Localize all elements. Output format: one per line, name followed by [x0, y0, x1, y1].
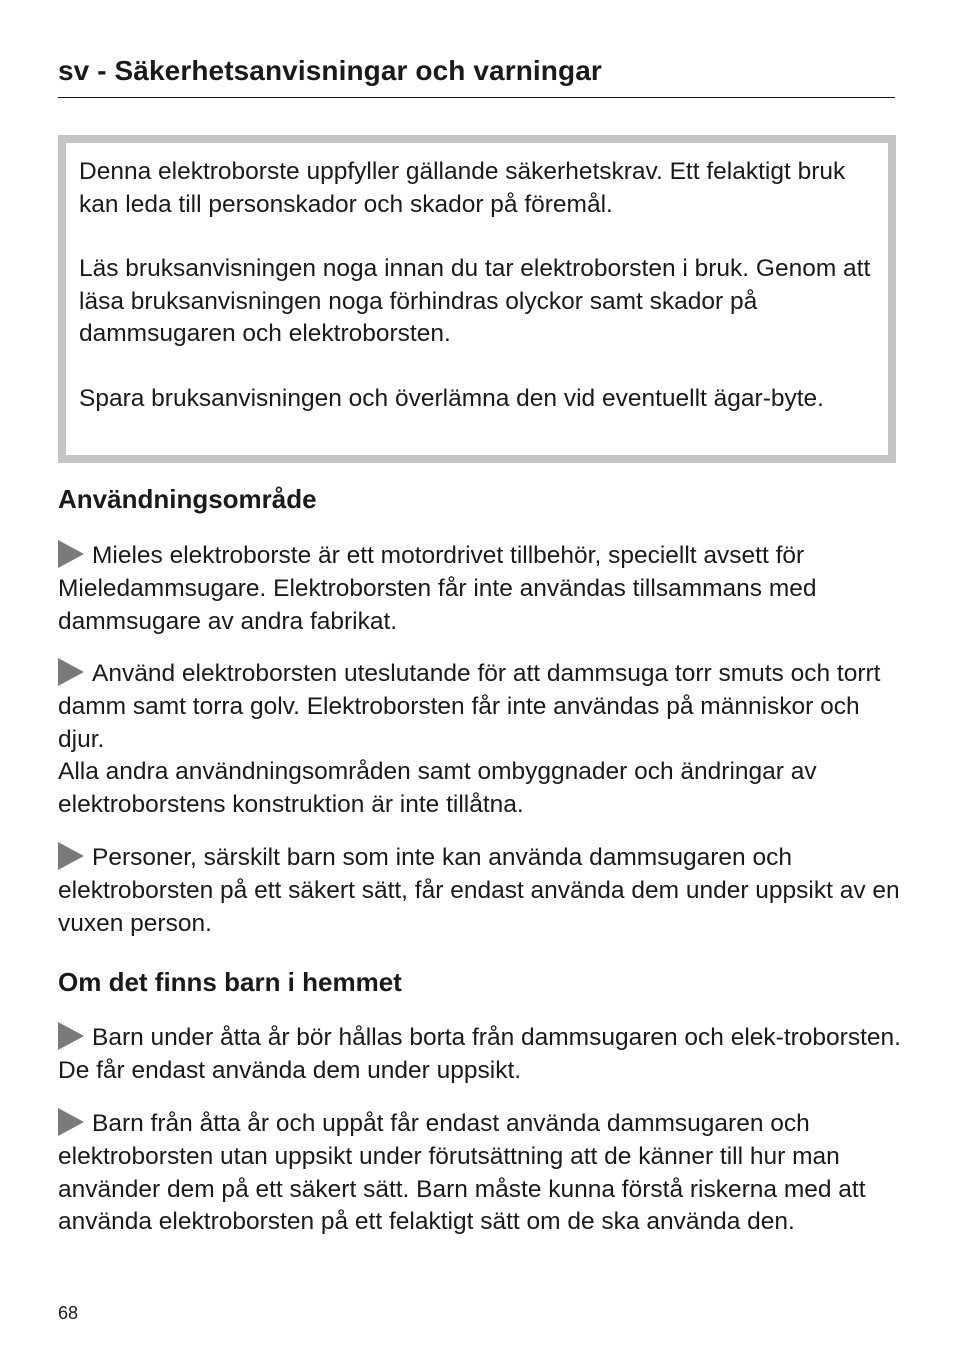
- section-heading-children: Om det finns barn i hemmet: [58, 967, 402, 997]
- bullet-text: Barn under åtta år bör hållas borta från dammsugaren och elek-troborsten. De får endast använda dem under uppsikt.: [58, 1024, 901, 1084]
- notice-paragraph: Denna elektroborste uppfyller gällande säkerhetskrav. Ett felaktigt bruk kan leda till personskador och skador på föremål.: [79, 158, 846, 218]
- bullet-text: Barn från åtta år och uppåt får endast använda dammsugaren och elektroborsten utan uppsikt under förutsättning att de känner till hur man använder dem på ett säkert sätt. Barn måste kunna förstå riskerna med att använda elektroborsten på ett felaktigt sätt om de ska använda den.: [58, 1110, 866, 1236]
- bullet-item: [58, 540, 903, 638]
- bullet-item: [58, 1022, 903, 1088]
- notice-paragraph: Läs bruksanvisningen noga innan du tar elektroborsten i bruk. Genom att läsa bruksanvisningen noga förhindras olyckor samt skador på dammsugaren och elektroborsten.: [79, 255, 871, 347]
- triangle-right-icon: [58, 842, 84, 870]
- bullet-text: Använd elektroborsten uteslutande för att dammsuga torr smuts och torrt damm samt torra golv. Elektroborsten får inte användas på människor och djur.: [58, 660, 881, 753]
- page-number: 68: [58, 1303, 79, 1323]
- triangle-right-icon: [58, 1022, 84, 1050]
- bullet-text: Personer, särskilt barn som inte kan använda dammsugaren och elektroborsten på ett säkert sätt, får endast använda dem under uppsikt av en vuxen person.: [58, 844, 900, 937]
- safety-notice-box: [58, 135, 896, 463]
- bullet-text: Mieles elektroborste är ett motordrivet tillbehör, speciellt avsett för Mieledammsugare. Elektroborsten får inte användas tillsammans med dammsugare av andra fabrikat.: [58, 542, 817, 635]
- page-header: [58, 52, 895, 98]
- triangle-right-icon: [58, 658, 84, 686]
- bullet-item: [58, 1108, 903, 1239]
- bullet-item: [58, 658, 903, 822]
- bullet-item: [58, 842, 903, 940]
- section-heading-usage: Användningsområde: [58, 484, 317, 514]
- triangle-right-icon: [58, 1108, 84, 1136]
- bullet-continuation-text: Alla andra användningsområden samt ombyggnader och ändringar av elektroborstens konstruktion är inte tillåtna.: [58, 758, 817, 819]
- triangle-right-icon: [58, 540, 84, 568]
- page-title: sv - Säkerhetsanvisningar och varningar: [58, 55, 602, 86]
- notice-paragraph: Spara bruksanvisningen och överlämna den vid eventuellt ägar-byte.: [79, 384, 824, 412]
